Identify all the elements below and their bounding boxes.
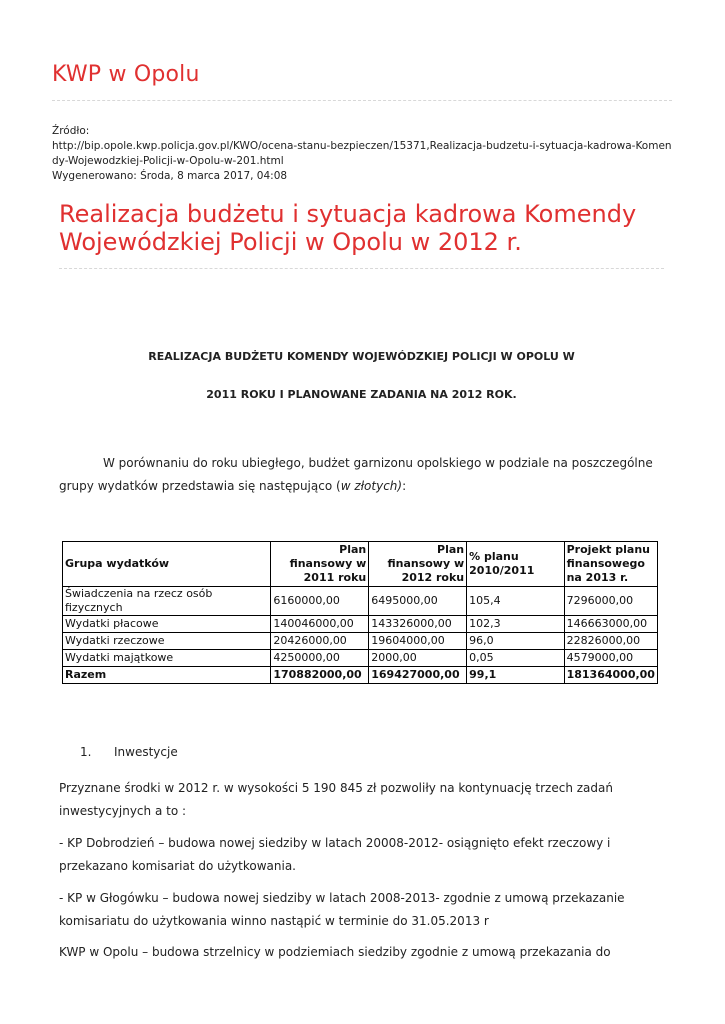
list-item: [80, 745, 178, 759]
cell: 6160000,00: [271, 587, 369, 616]
paragraph: - KP Dobrodzień – budowa nowej siedziby w latach 20008-2012- osiągnięto efekt rzeczowy i przekazano komisariat do użytkowania.: [59, 836, 611, 873]
cell: 140046000,00: [271, 616, 369, 633]
section-heading-line1: REALIZACJA BUDŻETU KOMENDY WOJEWÓDZKIEJ POLICJI W OPOLU W: [148, 350, 575, 363]
header-group: Grupa wydatków: [63, 542, 271, 587]
cell: 169427000,00: [369, 667, 467, 684]
cell: Wydatki rzeczowe: [63, 633, 271, 650]
table-total-row: [63, 667, 658, 684]
source-meta: [52, 124, 677, 184]
cell: 99,1: [467, 667, 564, 684]
divider: [52, 100, 672, 101]
intro-paragraph: [59, 452, 664, 498]
cell: 22826000,00: [564, 633, 657, 650]
paragraph: - KP w Głogówku – budowa nowej siedziby w latach 2008-2013- zgodnie z umową przekazanie komisariatu do użytkowania winno nastąpić w terminie do 31.05.2013 r: [59, 891, 625, 928]
cell: 181364000,00: [564, 667, 657, 684]
table-header-row: [63, 542, 658, 587]
header-project-2013: Projekt planu finansowego na 2013 r.: [564, 542, 657, 587]
generated-date: Wygenerowano: Środa, 8 marca 2017, 04:08: [52, 170, 288, 182]
cell: 19604000,00: [369, 633, 467, 650]
cell: 2000,00: [369, 650, 467, 667]
cell: 105,4: [467, 587, 564, 616]
cell: 96,0: [467, 633, 564, 650]
cell: Świadczenia na rzecz osób fizycznych: [63, 587, 271, 616]
header-plan-2012: Plan finansowy w 2012 roku: [369, 542, 467, 587]
list-number: 1.: [80, 745, 92, 759]
paragraph: Przyznane środki w 2012 r. w wysokości 5 190 845 zł pozwoliły na kontynuację trzech zadań inwestycyjnych a to :: [59, 781, 613, 818]
header-plan-2011: Plan finansowy w 2011 roku: [271, 542, 369, 587]
cell: 20426000,00: [271, 633, 369, 650]
intro-text: W porównaniu do roku ubiegłego, budżet garnizonu opolskiego w podziale na poszczególne grupy wydatków przedstawia się następująco (: [59, 456, 653, 493]
site-title: KWP w Opolu: [52, 62, 200, 87]
header-percent: % planu 2010/2011: [467, 542, 564, 587]
section-heading-line2: 2011 ROKU I PLANOWANE ZADANIA NA 2012 ROK.: [206, 388, 517, 401]
budget-table: [62, 541, 658, 684]
cell: 143326000,00: [369, 616, 467, 633]
table-row: [63, 616, 658, 633]
divider: [59, 268, 664, 269]
cell: Wydatki majątkowe: [63, 650, 271, 667]
cell: 6495000,00: [369, 587, 467, 616]
cell: 102,3: [467, 616, 564, 633]
cell: Razem: [63, 667, 271, 684]
cell: 146663000,00: [564, 616, 657, 633]
table-row: [63, 587, 658, 616]
intro-italic: w złotych): [340, 479, 403, 493]
paragraph: KWP w Opolu – budowa strzelnicy w podziemiach siedziby zgodnie z umową przekazania do: [59, 945, 611, 959]
cell: 4579000,00: [564, 650, 657, 667]
intro-end: :: [402, 479, 407, 493]
list-label: Inwestycje: [114, 745, 178, 759]
article-title: Realizacja budżetu i sytuacja kadrowa Komendy Wojewódzkiej Policji w Opolu w 2012 r.: [59, 200, 637, 256]
source-label: Źródło:: [52, 125, 90, 137]
cell: 4250000,00: [271, 650, 369, 667]
source-url[interactable]: http://bip.opole.kwp.policja.gov.pl/KWO/ocena-stanu-bezpieczen/15371,Realizacja-budzetu-i-sytuacja-kadrowa-Komendy-Wojewodzkiej-Policji-w-Opolu-w-201.html: [52, 140, 672, 167]
cell: Wydatki płacowe: [63, 616, 271, 633]
table-row: [63, 650, 658, 667]
cell: 7296000,00: [564, 587, 657, 616]
table-row: [63, 633, 658, 650]
cell: 170882000,00: [271, 667, 369, 684]
cell: 0,05: [467, 650, 564, 667]
